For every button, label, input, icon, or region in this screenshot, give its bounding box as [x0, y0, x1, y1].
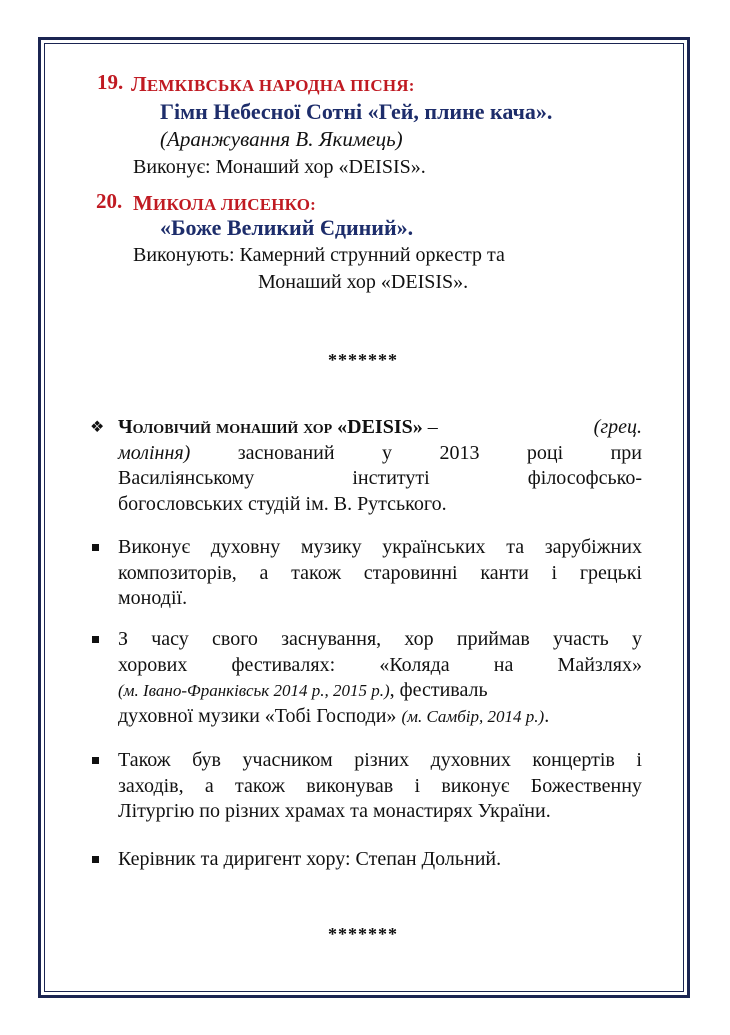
paragraph-line: Виконує духовну музику українських та зарубіжних — [118, 536, 642, 558]
program-item-composer: МИКОЛА ЛИСЕНКО: — [133, 191, 317, 215]
paragraph-line: З часу свого заснування, хор приймав участь у — [118, 628, 642, 650]
festival-note: (м. Івано-Франківськ 2014 р., 2015 р.) — [118, 681, 390, 700]
diamond-bullet-icon: ❖ — [90, 419, 105, 436]
program-item-number: 19. — [97, 70, 124, 94]
paragraph-line: Також був учасником різних духовних концертів і — [118, 749, 642, 771]
square-bullet-icon — [92, 636, 99, 643]
program-item-title: «Боже Великий Єдиний». — [160, 215, 414, 240]
about-festivals-paragraph — [118, 627, 642, 729]
about-intro-paragraph — [118, 415, 642, 517]
choir-name: Чоловічий монаший хор «DEISIS» — [118, 416, 423, 438]
program-item-performer: Виконує: Монаший хор «DEISIS». — [133, 156, 426, 178]
square-bullet-icon — [92, 544, 99, 551]
square-bullet-icon — [92, 856, 99, 863]
program-item-arrangement: (Аранжування В. Якимець) — [160, 127, 403, 151]
paragraph-line: Керівник та диригент хору: Степан Дольний. — [118, 848, 502, 870]
paragraph-line: Чоловічий монаший хор «DEISIS» – (грец. — [118, 416, 642, 438]
about-concerts-paragraph — [118, 748, 642, 825]
section-separator: ******* — [328, 350, 398, 370]
paragraph-line: духовної музики «Тобі Господи» (м. Самбір, 2014 р.) . — [118, 704, 642, 730]
program-item-performer: Монаший хор «DEISIS». — [258, 271, 469, 293]
paragraph-line: заходів, а також виконував і виконує Божественну — [118, 774, 642, 797]
paragraph-line: Василіянському інституті філософсько- — [118, 467, 642, 489]
section-separator: ******* — [328, 924, 398, 944]
paragraph-line: (м. Івано-Франківськ 2014 р., 2015 р.) , фестиваль — [118, 678, 642, 704]
festival-note: (м. Самбір, 2014 р.) — [401, 706, 545, 726]
program-item-composer: ЛЕМКІВСЬКА НАРОДНА ПІСНЯ: — [131, 72, 415, 96]
program-item-number: 20. — [96, 189, 123, 213]
paragraph-line: богословських студій ім. В. Рутського. — [118, 492, 447, 515]
square-bullet-icon — [92, 757, 99, 764]
about-repertoire-paragraph — [118, 535, 642, 612]
paragraph-line: моління) засновaний у 2013 році при — [118, 441, 642, 464]
paragraph-line: композиторів, а також старовинні канти і грецькі — [118, 561, 642, 584]
paragraph-line: монодії. — [118, 587, 188, 609]
paragraph-line: хорових фестивалях: «Коляда на Майзлях» — [118, 653, 642, 676]
paragraph-line: Літургію по різних храмах та монастирях України. — [118, 800, 551, 822]
about-director-paragraph — [118, 847, 642, 873]
program-item-title: Гімн Небесної Сотні «Гей, плине кача». — [160, 99, 553, 124]
program-item-performer: Виконують: Камерний струнний оркестр та — [133, 244, 505, 266]
